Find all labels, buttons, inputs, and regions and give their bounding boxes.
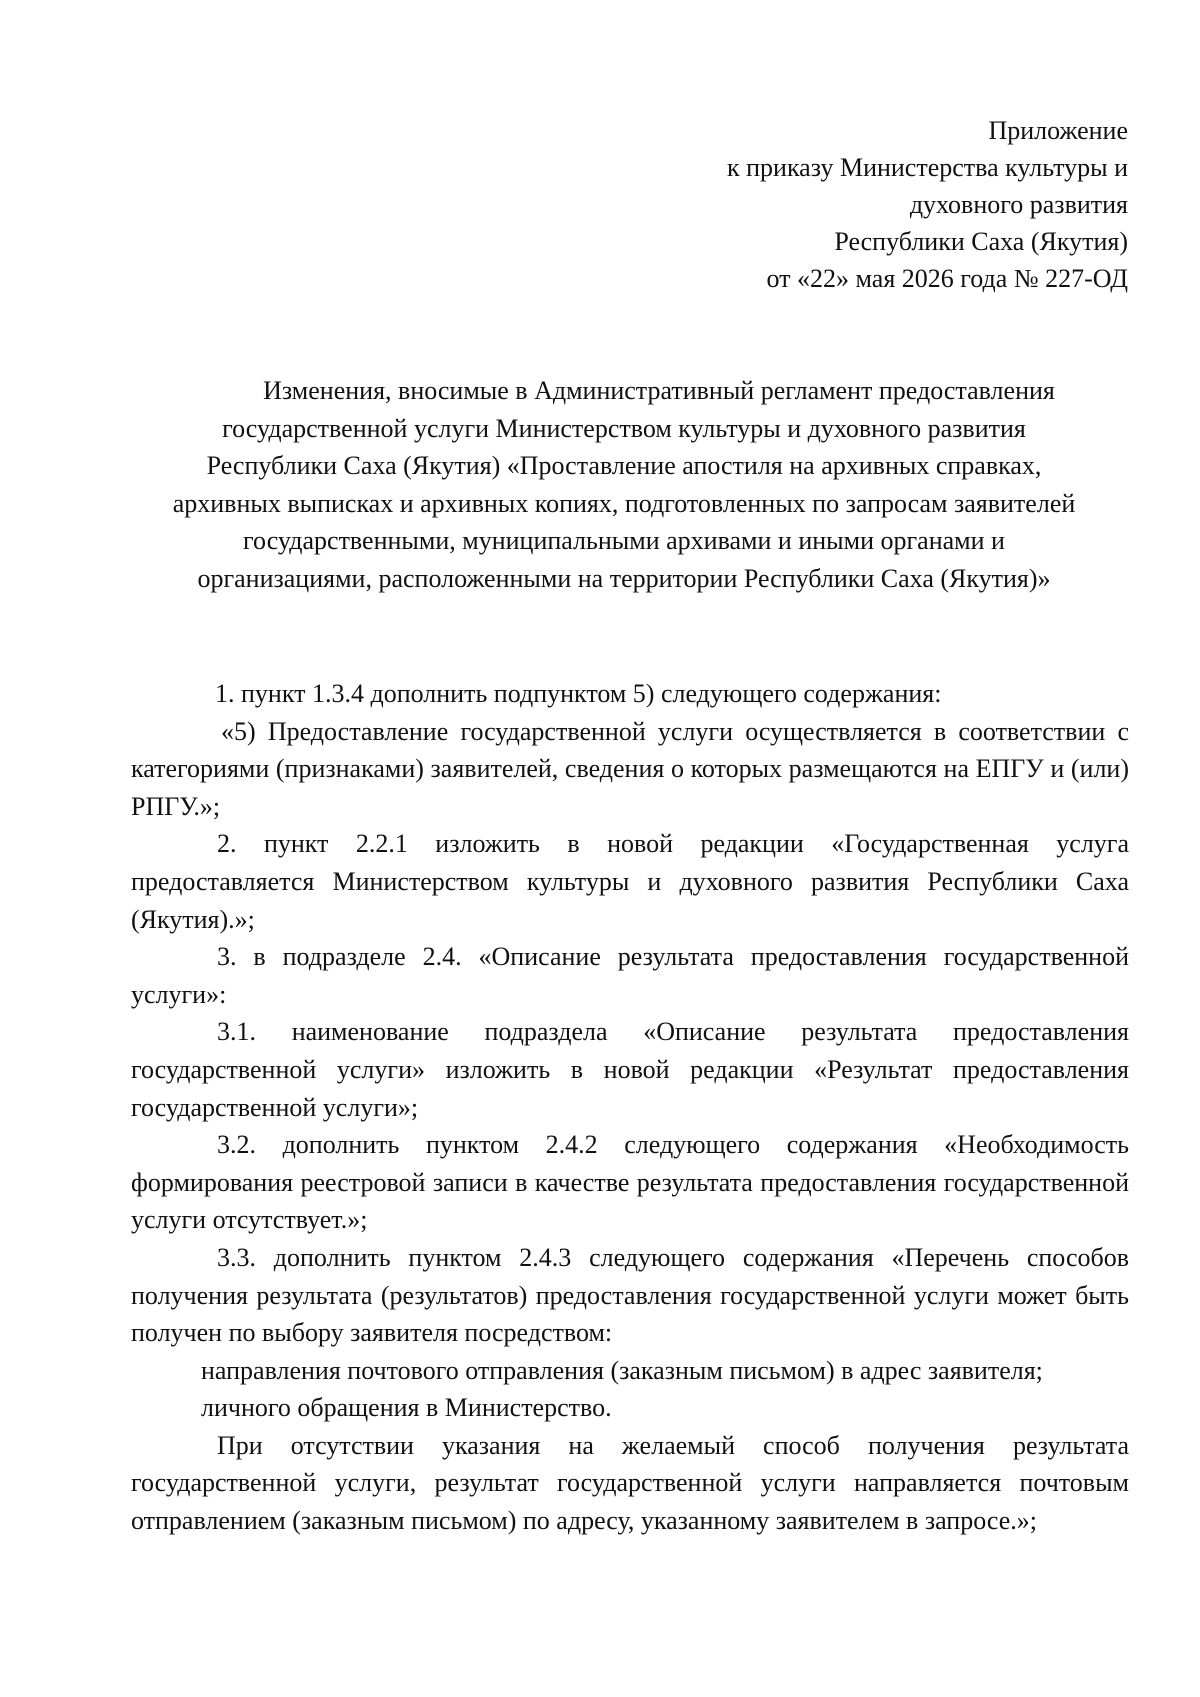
paragraph-item-2: 2. пункт 2.2.1 изложить в новой редакции «Государственная услуга предоставляется Министерством культуры и духовного развития Республики Саха (Якутия).»;: [131, 829, 1129, 934]
paragraph-default-delivery: При отсутствии указания на желаемый способ получения результата государственной услуги, результат государственной услуги направляется почтовым отправлением (заказным письмом) по адресу, указанному заявителем в запросе.»;: [131, 1430, 1129, 1536]
title-line-4: архивных выписках и архивных копиях, подготовленных по запросам заявителей: [172, 488, 1076, 518]
paragraph-item-3-2: 3.2. дополнить пунктом 2.4.2 следующего содержания «Необходимость формирования реестровой записи в качестве результата предоставления государственной услуги отсутствует.»;: [131, 1130, 1129, 1235]
paragraph-item-1: 1. пункт 1.3.4 дополнить подпунктом 5) следующего содержания:: [215, 679, 942, 708]
list-item-mail: направления почтового отправления (заказным письмом) в адрес заявителя;: [201, 1355, 1043, 1385]
paragraph-subitem-5: «5) Предоставление государственной услуги осуществляется в соответствии с категориями (признаками) заявителей, сведения о которых размещаются на ЕПГУ и (или) РПГУ.»;: [131, 716, 1129, 821]
title-line-2: государственной услуги Министерством культуры и духовного развития: [222, 413, 1026, 443]
appendix-line-2: к приказу Министерства культуры и: [726, 153, 1128, 182]
paragraph-item-3-3: 3.3. дополнить пунктом 2.4.3 следующего содержания «Перечень способов получения результата (результатов) предоставления государственной услуги может быть получен по выбору заявителя посредством:: [131, 1242, 1129, 1348]
appendix-line-4: Республики Саха (Якутия): [834, 227, 1128, 256]
appendix-line-3: духовного развития: [909, 190, 1128, 219]
appendix-header: [568, 112, 1128, 297]
title-line-3: Республики Саха (Якутия) «Проставление апостиля на архивных справках,: [206, 451, 1042, 480]
title-line-5: государственными, муниципальными архивами и иными органами и: [243, 526, 1005, 555]
paragraph-item-3: 3. в подразделе 2.4. «Описание результата предоставления государственной услуги»:: [131, 942, 1129, 1009]
document-body: [131, 675, 1129, 1540]
document-title: [120, 372, 1128, 597]
title-line-1: Изменения, вносимые в Административный регламент предоставления: [263, 376, 1055, 405]
list-item-personal: личного обращения в Министерство.: [201, 1393, 612, 1423]
appendix-line-5: от «22» мая 2026 года № 227-ОД: [766, 264, 1128, 293]
title-line-6: организациями, расположенными на территории Республики Саха (Якутия)»: [197, 563, 1051, 593]
paragraph-item-3-1: 3.1. наименование подраздела «Описание результата предоставления государственной услуги» изложить в новой редакции «Результат предоставления государственной услуги»;: [131, 1017, 1129, 1122]
appendix-line-1: Приложение: [988, 116, 1128, 145]
